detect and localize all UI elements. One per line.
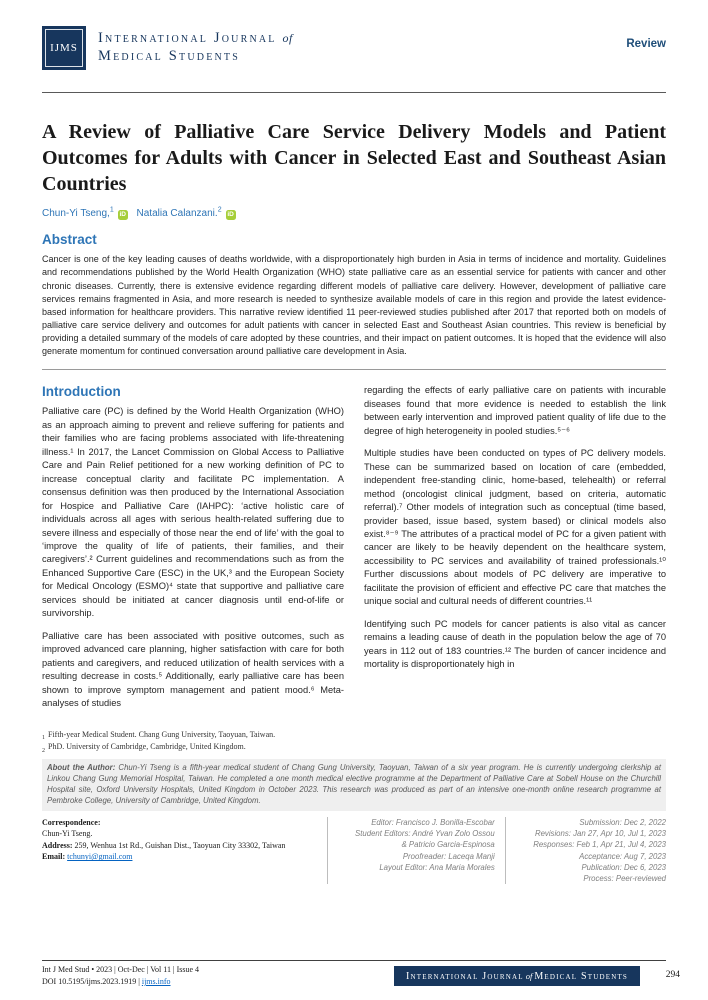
journal-name [98, 26, 293, 65]
citation-block [42, 964, 394, 988]
footer-journal-of: of [525, 971, 533, 981]
footer-divider [42, 960, 666, 961]
timeline-line: Acceptance: Aug 7, 2023 [579, 851, 666, 861]
correspondence-name: Chun-Yi Tseng. [42, 829, 93, 839]
article-title: A Review of Palliative Care Service Delivery Models and Patient Outcomes for Adults with Cancer in Selected East and Southeast Asian Countries [42, 121, 666, 195]
journal-site-link[interactable]: ijms.info [141, 977, 171, 986]
footer-journal-caps2: Medical Students [534, 970, 629, 982]
author-line [42, 207, 666, 220]
email-link[interactable]: tchunyi@gmail.com [67, 852, 133, 862]
editorial-line: Editor: Francisco J. Bonilla-Escobar [371, 817, 495, 827]
author-name: Chun-Yi Tseng,$^1$ [42, 207, 114, 220]
orcid-icon[interactable]: iD [119, 211, 126, 219]
timeline-line: Submission: Dec 2, 2022 [579, 817, 666, 827]
editorial-line: Student Editors: André Yvan Zolo Ossou [355, 828, 495, 838]
author-affiliation-sup: 2 [217, 207, 222, 214]
correspondence-label: Correspondence: [42, 817, 101, 827]
body-paragraph: Palliative care has been associated with positive outcomes, such as improved advanced care planning, higher satisfaction with care for both patients and caregivers, and reduced utilization of health services with a resulting decrease in costs.⁵ Additionally, early palliative care has been shown to improve symptom management and patient mood.⁶ Meta-analyses of studies [42, 630, 344, 709]
timeline-line: Responses: Feb 1, Apr 21, Jul 4, 2023 [533, 840, 666, 850]
about-author-block [42, 759, 666, 811]
orcid-icon[interactable]: iD [227, 211, 234, 219]
affiliations [42, 730, 666, 755]
timeline-line: Revisions: Jan 27, Apr 10, Jul 1, 2023 [534, 828, 666, 838]
doi-line: DOI 10.5195/ijms.2023.1919 | ijms.info [42, 977, 171, 986]
body-paragraph: Palliative care (PC) is defined by the World Health Organization (WHO) as an approach aiming to prevent and relieve suffering for patients and their families who are facing problems associated with life-threatening illness.¹ In 2017, the Lancet Commission on Global Access to Palliative Care and Pain Relief petitioned for a new working definition of PC to increase conceptual clarity and facilitate PC implementation. A consensus definition was then produced by the International Association for Hospice and Palliative Care (IAHPC): ‘active holistic care of individuals across all ages with serious health-related suffering due to severe illness and especially of those near the end of life’ with the goal to ‘improve the quality of life of patients, their families, and their caregivers’.² Current guidelines and recommendations such as from the Enhanced Supportive Care (ESC) in the UK,³ and the European Society for Medical Oncology (ESMO)⁴ state that supportive and palliative care services should be initiated at cancer diagnosis until end-of-life or survivorship. [42, 406, 344, 619]
body-paragraph: Identifying such PC models for cancer patients is also vital as cancer remains a leading cause of death in the population below the age of 70 years in 112 out of 183 countries.¹² The burden of cancer incidence and mortality is disproportionately high in [364, 618, 666, 670]
right-column [364, 384, 666, 719]
body-paragraph: Multiple studies have been conducted on types of PC delivery models. These can be summarized based on location of care (embedded, independent free-standing clinic, home-based, telehealth) or referral method (oncologist clinical judgment, based on criteria, automatic referral).⁷ Other models of integration such as conceptual (time based, provider based, issue based, system based) or clinical models also exist.⁸⁻⁹ The attributes of a practical model of PC for a given patient with cancer are likely to be heavily dependent on the healthcare system, accessibility to PC services and availability of trained professionals.¹⁰ Further discussions about models of PC delivery are imperative to facilitate the provision of efficient and effective PC care that matches the unique social and cultural needs of different countries.¹¹ [364, 448, 666, 607]
timeline-block [505, 817, 666, 885]
about-author-text: Chun-Yi Tseng is a fifth-year medical student of Chang Gung University, Taoyuan, Taiwan of a six year program. He is currently undergoing clerkship at Linkou Chang Gung Memorial Hospital, Taiwan. He completed a one month medical elective programme at the Department of Palliative Care at Sobell House on the Churchill Hospital site, Oxford University Hospitals, United Kingdom in October 2023. This research was produced as part of an intensive one-month online research programme at Pembroke College, University of Cambridge, United Kingdom. [47, 763, 661, 805]
introduction-heading: Introduction [42, 384, 121, 400]
doi-text: DOI 10.5195/ijms.2023.1919 [42, 977, 137, 986]
abstract-heading: Abstract [42, 232, 97, 248]
journal-header [42, 26, 666, 70]
page-number: 294 [665, 970, 680, 980]
journal-name-caps1: International Journal [98, 30, 277, 46]
article-type-label: Review [626, 38, 666, 50]
ijms-logo-text: IJMS [50, 42, 78, 54]
journal-name-line2: Medical Students [98, 48, 240, 65]
footer-journal-caps1: International Journal [405, 970, 524, 982]
correspondence-block [42, 817, 317, 885]
affiliation-number: 1 [42, 735, 45, 742]
affiliation-line: $_2$ PhD. University of Cambridge, Cambridge, United Kingdom. [42, 742, 246, 754]
author-name: Natalia Calanzani.$^2$ [136, 207, 222, 220]
journal-name-of: of [282, 31, 293, 45]
editorial-line: Proofreader: Laceqa Manji [402, 851, 495, 861]
journal-name-line1 [98, 29, 293, 47]
left-column [42, 384, 344, 719]
ijms-logo [42, 26, 86, 70]
footer-row [42, 964, 680, 988]
page-footer [42, 960, 680, 988]
body-columns [42, 384, 666, 719]
body-paragraph: regarding the effects of early palliative care on patients with incurable diseases found that more evidence is needed to establish the link between early intervention and improved patient quality of life due to the degree of high heterogeneity in pooled studies.⁵⁻⁶ [364, 385, 666, 436]
footer-journal-banner [394, 966, 640, 986]
editorial-line: Layout Editor: Ana Maria Morales [379, 862, 495, 872]
correspondence-email: Email: tchunyi@gmail.com [42, 852, 133, 862]
affiliation-number: 2 [42, 747, 45, 754]
citation-line: Int J Med Stud • 2023 | Oct-Dec | Vol 11 | Issue 4 [42, 965, 200, 974]
correspondence-address: Address: 259, Wenhua 1st Rd., Guishan Dist., Taoyuan City 33302, Taiwan [42, 840, 286, 850]
timeline-line: Publication: Dec 6, 2023 [581, 862, 666, 872]
affiliation-line: $_1$ Fifth-year Medical Student. Chang Gung University, Taoyuan, Taiwan. [42, 729, 276, 742]
abstract-text: Cancer is one of the key leading causes of deaths worldwide, with a disproportionately high burden in Asia in terms of incidence and mortality. Guidelines and recommendations published by the World Health Organization (WHO) state palliative care as an essential service for patients with cancer and other chronic diseases. Currently, there is extensive evidence regarding different models of palliative care delivery. However, development of palliative care services remains fragmented in Asia, and more research is needed to synthesize available models of care in this region and provide the latest evidence-based information for healthcare providers. This narrative review identified 11 peer-reviewed studies published after 2017 that reported both on models of palliative care service delivery and outcomes for adult patients with cancer in selected East and Southeast Asian countries. This review is beneficial by providing a detailed summary of the models of care adopted by these countries, and their impact on patient outcomes. It is hoped that the evidence will also generate momentum for continued conversation around palliative care development in Asia. [42, 254, 666, 357]
header-divider [42, 92, 666, 93]
author-affiliation-sup: 1 [109, 207, 114, 214]
timeline-line: Process: Peer-reviewed [583, 874, 666, 884]
editorial-line: & Patricio Garcia-Espinosa [401, 840, 495, 850]
about-author-label: About the Author: [47, 763, 116, 773]
editorial-block [327, 817, 495, 885]
abstract-divider [42, 369, 666, 370]
article-meta-row [42, 817, 666, 885]
